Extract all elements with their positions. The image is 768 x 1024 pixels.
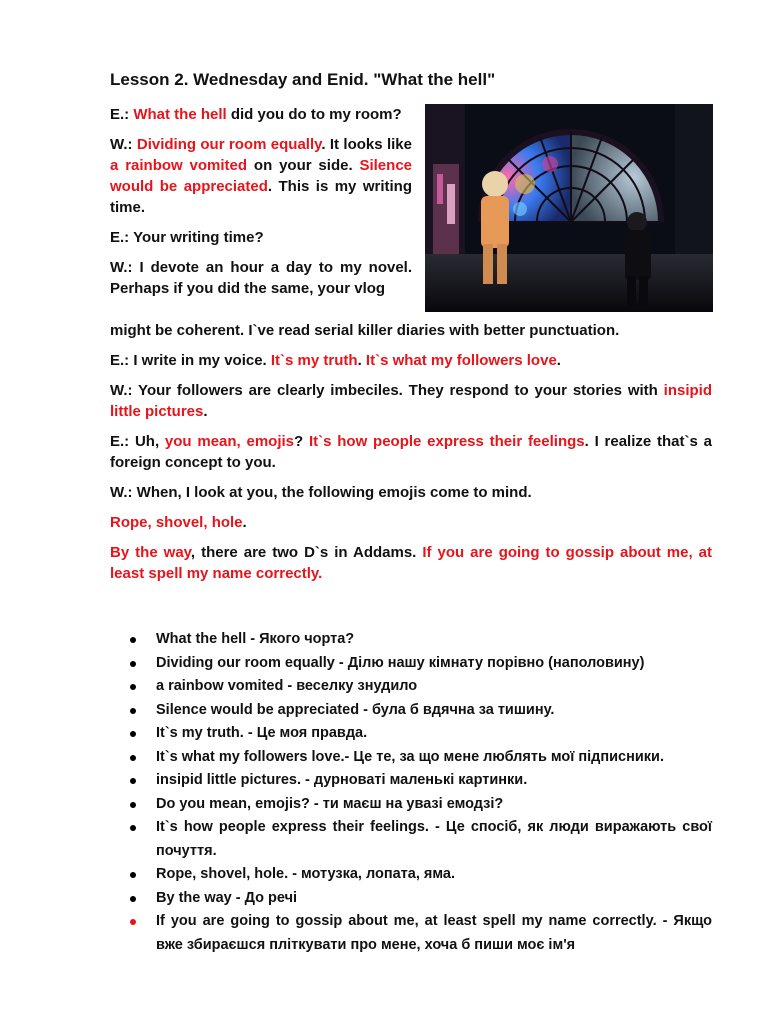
line-text: on your side. — [247, 157, 360, 174]
vocab-ukrainian: - Це спосіб, як люди виражають свої почуття. — [156, 819, 712, 859]
vocab-english: By the way — [156, 889, 232, 906]
line-text: . — [242, 514, 247, 531]
dialogue-line-enid-4 — [110, 431, 712, 473]
vocab-english: insipid little pictures. — [156, 772, 302, 788]
bullet-icon — [130, 731, 136, 737]
key-phrase: If you are going to gossip about me, at least spell my name correctly. — [110, 544, 712, 582]
dialogue-line-wednesday-2a: W.: I devote an hour a day to my novel. Perhaps if you did the same, your vlog — [110, 259, 412, 297]
line-text: . — [357, 352, 366, 369]
dialogue-line-enid-2: E.: Your writing time? — [110, 229, 264, 246]
dialogue-line-wednesday-6 — [110, 542, 712, 584]
vocab-ukrainian: - ти маєш на увазі емодзі? — [309, 795, 504, 812]
key-phrase: Rope, shovel, hole — [110, 514, 243, 531]
vocabulary-list — [110, 628, 712, 957]
vocab-item — [110, 793, 712, 817]
key-phrase: a rainbow vomited — [110, 157, 248, 174]
key-phrase: Dividing our room equally — [136, 136, 322, 153]
vocab-ukrainian: - мотузка, лопата, яма. — [288, 866, 455, 882]
vocab-english: a rainbow vomited — [156, 678, 284, 694]
vocab-english: It`s how people express their feelings. — [156, 819, 429, 835]
line-text: E.: Uh, — [110, 433, 165, 450]
vocab-english: Rope, shovel, hole. — [156, 866, 289, 882]
vocab-item — [110, 699, 712, 723]
key-phrase: It`s my truth — [270, 352, 358, 369]
vocab-ukrainian: - Ділю нашу кімнату порівно (наполовину) — [334, 654, 645, 671]
scene-illustration — [425, 104, 713, 312]
vocab-ukrainian: - До речі — [231, 889, 298, 906]
speaker-label: W.: — [110, 136, 137, 153]
vocab-english: What the hell — [156, 631, 247, 647]
line-text: . This is my writing time. — [110, 178, 412, 216]
key-phrase: What the hell — [133, 106, 227, 123]
bullet-icon — [130, 802, 136, 808]
vocab-item — [110, 863, 712, 887]
line-text: E.: I write in my voice. — [110, 352, 271, 369]
dialogue-line-wednesday-5 — [110, 512, 712, 533]
vocab-ukrainian: - була б вдячна за тишину. — [359, 701, 555, 718]
vocab-ukrainian: - Це те, за що мене люблять мої підписники. — [344, 748, 664, 765]
vocab-ukrainian: - Це моя правда. — [243, 725, 368, 741]
vocab-ukrainian: - Якого чорта? — [246, 631, 355, 647]
vocab-english: If you are going to gossip about me, at least spell my name correctly. — [156, 913, 657, 929]
vocab-item — [110, 887, 712, 911]
dialogue-line-wednesday-1 — [110, 134, 412, 218]
line-text: . — [203, 403, 208, 420]
vocab-english: Do you mean, emojis? — [156, 795, 310, 812]
lesson-title: Lesson 2. Wednesday and Enid. "What the hell" — [110, 70, 496, 89]
key-phrase: insipid little pictures — [110, 382, 712, 420]
key-phrase: It`s how people express their feelings — [308, 433, 585, 450]
speaker-label: E.: — [110, 106, 134, 123]
bullet-icon — [130, 825, 136, 831]
key-phrase: By the way — [110, 544, 191, 561]
bullet-icon — [130, 708, 136, 714]
vocab-item — [110, 746, 712, 770]
vocab-ukrainian: - дурноваті маленькі картинки. — [301, 772, 528, 788]
dialogue-line-wednesday-4: W.: When, I look at you, the following emojis come to mind. — [110, 484, 532, 501]
line-text: . I realize that`s a foreign concept to you. — [110, 433, 712, 471]
line-text: , there are two D`s in Addams. — [190, 544, 423, 561]
vocab-item — [110, 628, 712, 652]
vocab-english: Dividing our room equally — [156, 654, 335, 671]
bullet-icon — [130, 896, 136, 902]
dialogue-full-section — [110, 320, 712, 593]
vocab-item — [110, 722, 712, 746]
vocab-item — [110, 816, 712, 863]
dialogue-wrapped-section — [110, 104, 412, 299]
vocab-english: It`s my truth. — [156, 725, 244, 741]
line-text: ? — [294, 433, 309, 450]
bullet-icon — [130, 684, 136, 690]
wednesday-enid-scene-image — [425, 104, 713, 312]
dialogue-line-wednesday-2b: might be coherent. I`ve read serial killer diaries with better punctuation. — [110, 322, 620, 339]
vocab-item — [110, 675, 712, 699]
dialogue-line-wednesday-3 — [110, 380, 712, 422]
bullet-icon — [130, 661, 136, 667]
vocab-item — [110, 910, 712, 957]
dialogue-line-enid-3 — [110, 350, 712, 371]
bullet-icon — [130, 778, 136, 784]
bullet-icon — [130, 872, 136, 878]
dialogue-line-enid-1 — [110, 104, 412, 125]
line-text: did you do to my room? — [226, 106, 402, 123]
bullet-icon — [130, 637, 136, 643]
vocab-english: It`s what my followers love. — [156, 748, 345, 765]
line-text: . — [556, 352, 561, 369]
bullet-icon — [130, 755, 136, 761]
vocab-ukrainian: - веселку знудило — [283, 678, 418, 694]
line-text: . It looks like — [321, 136, 412, 153]
vocab-item — [110, 652, 712, 676]
key-phrase: It`s what my followers love — [365, 352, 557, 369]
bullet-icon — [130, 919, 136, 925]
vocab-english: Silence would be appreciated — [156, 701, 360, 718]
vocab-item — [110, 769, 712, 793]
vocab-ukrainian: - Якщо вже збираєшся пліткувати про мене, хоча б пиши моє ім'я — [156, 913, 712, 953]
line-text: W.: Your followers are clearly imbeciles. They respond to your stories with — [110, 382, 664, 399]
key-phrase: you mean, emojis — [164, 433, 295, 450]
key-phrase: Silence would be appreciated — [110, 157, 412, 195]
